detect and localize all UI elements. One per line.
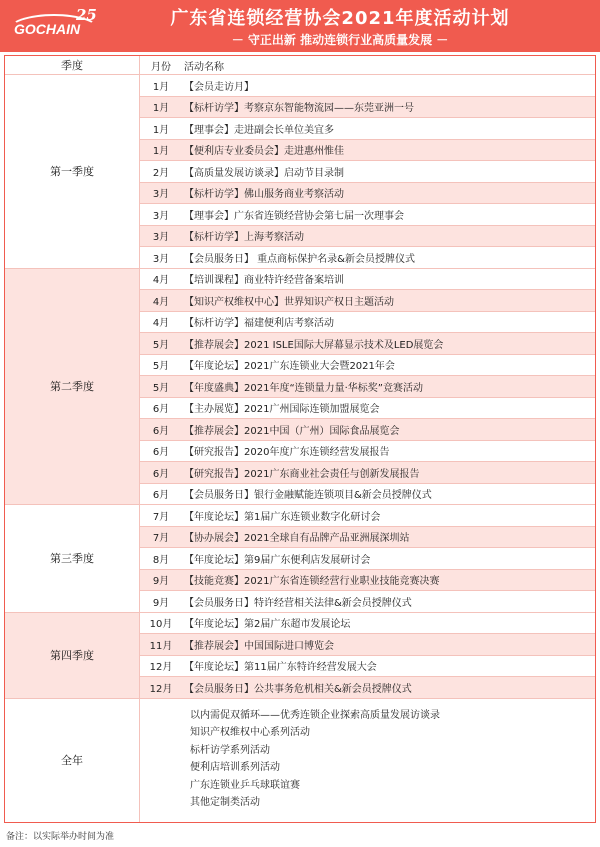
table-row [140, 484, 595, 506]
row-month: 4月 [152, 275, 170, 287]
row-activity-name: 【标杆访学】佛山服务商业考察活动 [184, 189, 344, 201]
season-block [5, 613, 595, 699]
row-activity-name: 【年度论坛】第9届广东便利店发展研讨会 [184, 554, 371, 566]
year-activity-item: 广东连锁业乒乓球联谊赛 [190, 779, 300, 791]
page-header [0, 0, 600, 52]
year-activity-item: 便利店培训系列活动 [190, 762, 280, 774]
season-label: 第三季度 [5, 505, 140, 613]
row-month: 6月 [152, 447, 170, 459]
table-row [140, 527, 595, 549]
header-name: 活动名称 [184, 61, 224, 73]
activity-table [4, 55, 596, 823]
table-row [140, 591, 595, 613]
header-season: 季度 [5, 56, 140, 74]
row-activity-name: 【培训课程】商业特许经营备案培训 [184, 275, 344, 287]
row-activity-name: 【高质量发展访谈录】启动节目录制 [184, 167, 344, 179]
season-rows [140, 269, 595, 506]
row-activity-name: 【标杆访学】考察京东智能物流园——东莞亚洲一号 [184, 103, 414, 115]
table-row [140, 398, 595, 420]
table-row [140, 183, 595, 205]
row-month: 6月 [152, 425, 170, 437]
row-activity-name: 【理事会】走进副会长单位美宜多 [184, 124, 334, 136]
table-row [140, 634, 595, 656]
table-row [140, 441, 595, 463]
row-month: 9月 [152, 597, 170, 609]
logo-text: GOCHAIN [14, 21, 81, 37]
row-month: 6月 [152, 490, 170, 502]
row-activity-name: 【年度论坛】第2届广东超市发展论坛 [184, 619, 351, 631]
table-row [140, 226, 595, 248]
row-activity-name: 【研究报告】2021广东商业社会责任与创新发展报告 [184, 468, 420, 480]
table-row [140, 355, 595, 377]
row-month: 7月 [152, 533, 170, 545]
row-month: 3月 [152, 253, 170, 265]
row-month: 1月 [152, 81, 170, 93]
row-activity-name: 【标杆访学】上海考察活动 [184, 232, 304, 244]
table-row [140, 613, 595, 635]
row-activity-name: 【便利店专业委员会】走进惠州惟佳 [184, 146, 344, 158]
table-row [140, 247, 595, 269]
row-month: 1月 [152, 124, 170, 136]
season-rows [140, 75, 595, 269]
header-month: 月份 [151, 61, 171, 73]
row-month: 5月 [152, 382, 170, 394]
year-items [140, 699, 595, 822]
season-block [5, 269, 595, 506]
season-label: 第二季度 [5, 269, 140, 506]
row-month: 3月 [152, 232, 170, 244]
footnote: 备注：以实际举办时间为准 [6, 832, 115, 842]
table-row [140, 161, 595, 183]
row-month: 7月 [152, 511, 170, 523]
year-activity-item: 其他定制类活动 [190, 797, 260, 809]
row-month: 6月 [152, 468, 170, 480]
row-activity-name: 【知识产权维权中心】世界知识产权日主题活动 [184, 296, 394, 308]
seasons-body [5, 75, 595, 699]
row-month: 9月 [152, 576, 170, 588]
table-row [140, 505, 595, 527]
table-row [140, 140, 595, 162]
row-month: 4月 [152, 318, 170, 330]
season-label: 全年 [5, 699, 140, 822]
row-month: 5月 [152, 361, 170, 373]
row-month: 8月 [152, 554, 170, 566]
row-activity-name: 【年度论坛】第1届广东连锁业数字化研讨会 [184, 511, 381, 523]
table-row [140, 548, 595, 570]
gochain-logo [6, 6, 116, 48]
page-subtitle: － 守正出新 推动连锁行业高质量发展 － [231, 33, 449, 47]
table-row [140, 677, 595, 699]
row-activity-name: 【会员走访月】 [184, 81, 254, 93]
year-activity-item: 知识产权维权中心系列活动 [190, 727, 310, 739]
row-activity-name: 【技能竞赛】2021广东省连锁经营行业职业技能竞赛决赛 [184, 576, 440, 588]
row-activity-name: 【协办展会】2021全球自有品牌产品亚洲展深圳站 [184, 533, 410, 545]
season-label: 第四季度 [5, 613, 140, 699]
row-activity-name: 【推荐展会】2021 ISLE国际大屏幕显示技术及LED展览会 [184, 339, 444, 351]
season-block [5, 505, 595, 613]
row-activity-name: 【推荐展会】中国国际进口博览会 [184, 640, 334, 652]
row-activity-name: 【年度论坛】第11届广东特许经营发展大会 [184, 662, 377, 674]
row-activity-name: 【年度盛典】2021年度“连锁量力量·华标奖”竞赛活动 [184, 382, 423, 394]
row-activity-name: 【理事会】广东省连锁经营协会第七届一次理事会 [184, 210, 404, 222]
table-row [140, 570, 595, 592]
row-month: 6月 [152, 404, 170, 416]
season-rows [140, 613, 595, 699]
table-row [140, 419, 595, 441]
year-activity-item: 标杆访学系列活动 [190, 744, 270, 756]
table-row [140, 656, 595, 678]
table-row [140, 312, 595, 334]
row-month: 1月 [152, 103, 170, 115]
row-month: 11月 [149, 640, 173, 652]
row-activity-name: 【主办展览】2021广州国际连锁加盟展览会 [184, 404, 380, 416]
table-row [140, 75, 595, 97]
table-header [5, 56, 595, 75]
row-activity-name: 【推荐展会】2021中国（广州）国际食品展览会 [184, 425, 400, 437]
row-month: 2月 [152, 167, 170, 179]
row-month: 12月 [149, 683, 173, 695]
row-month: 3月 [152, 210, 170, 222]
table-row [140, 204, 595, 226]
table-row [140, 118, 595, 140]
row-month: 4月 [152, 296, 170, 308]
season-block-year [5, 699, 595, 822]
season-rows [140, 505, 595, 613]
row-month: 1月 [152, 146, 170, 158]
row-month: 3月 [152, 189, 170, 201]
table-row [140, 97, 595, 119]
row-activity-name: 【会员服务日】 重点商标保护名录&新会员授牌仪式 [184, 253, 415, 265]
row-month: 12月 [149, 662, 173, 674]
logo-number: 25 [76, 6, 97, 24]
season-label: 第一季度 [5, 75, 140, 269]
page-title: 广东省连锁经营协会2021年度活动计划 [170, 8, 510, 29]
table-row [140, 269, 595, 291]
table-row [140, 462, 595, 484]
table-row [140, 376, 595, 398]
row-activity-name: 【年度论坛】2021广东连锁业大会暨2021年会 [184, 361, 395, 373]
row-activity-name: 【标杆访学】福建便利店考察活动 [184, 318, 334, 330]
row-activity-name: 【研究报告】2020年度广东连锁经营发展报告 [184, 447, 390, 459]
table-row [140, 333, 595, 355]
row-activity-name: 【会员服务日】特许经营相关法律&新会员授牌仪式 [184, 597, 412, 609]
season-block [5, 75, 595, 269]
table-row [140, 290, 595, 312]
year-activity-item: 以内需促双循环——优秀连锁企业探索高质量发展访谈录 [190, 709, 440, 721]
row-activity-name: 【会员服务日】银行金融赋能连锁项目&新会员授牌仪式 [184, 490, 432, 502]
row-activity-name: 【会员服务日】公共事务危机相关&新会员授牌仪式 [184, 683, 412, 695]
row-month: 5月 [152, 339, 170, 351]
row-month: 10月 [149, 619, 173, 631]
